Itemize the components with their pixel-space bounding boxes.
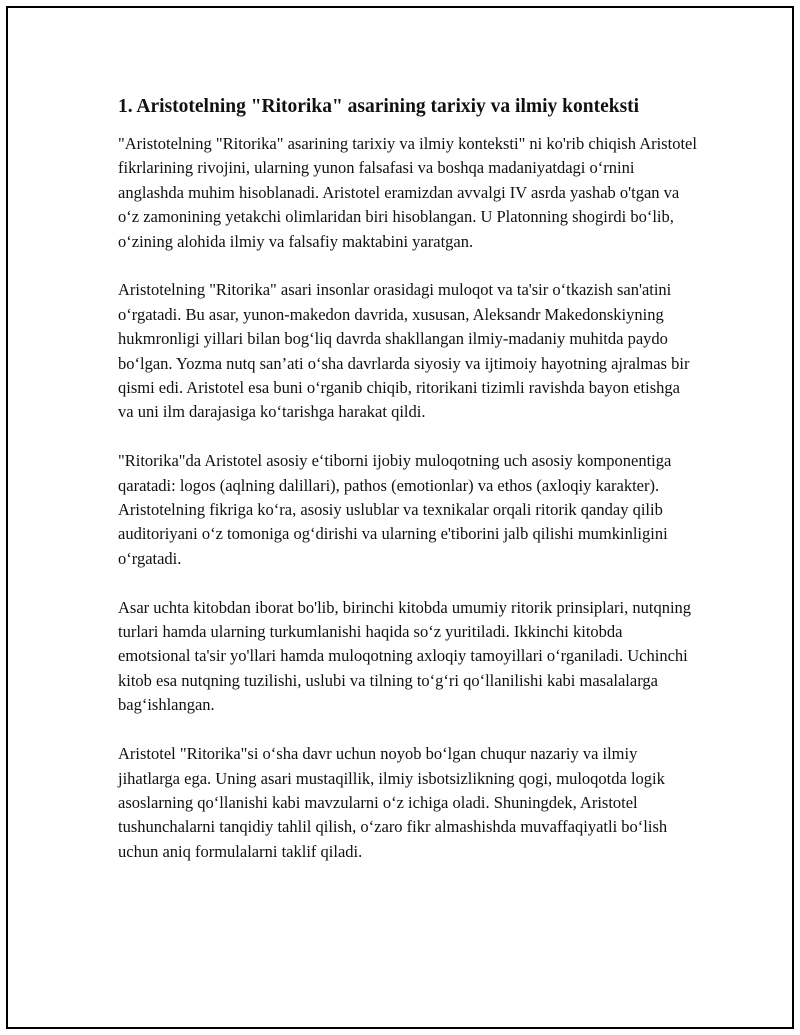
paragraph-5: Aristotel "Ritorika"si o‘sha davr uchun noyob bo‘lgan chuqur nazariy va ilmiy jihatlarga ega. Uning asari mustaqillik, ilmiy isbotsizlikning qogi, muloqotda logik asoslarning qo‘llanishi kabi mavzularni o‘z ichiga oladi. Shuningdek, Aristotel tushunchalarni tanqidiy tahlil qilish, o‘zaro fikr almashishda muvaffaqiyatli bo‘lish uchun aniq formulalarni taklif qiladi.: [118, 744, 668, 861]
paragraph-2: Aristotelning "Ritorika" asari insonlar orasidagi muloqot va ta'sir o‘tkazish san'atini o‘rgatadi. Bu asar, yunon-makedon davrida, xususan, Aleksandr Makedonskiyning hukmronligi yillari bilan bog‘liq davrda shakllangan ilmiy-madaniy muhitda paydo bo‘lgan. Yozma nutq san’ati o‘sha davrlarda siyosiy va ijtimoiy hayotning ajralmas bir qismi edi. Aristotel esa buni o‘rganib chiqib, ritorikani tizimli ravishda bayon etishga va uni ilm darajasiga ko‘tarishga harakat qildi.: [118, 280, 690, 422]
paragraph-1: "Aristotelning "Ritorika" asarining tarixiy va ilmiy konteksti" ni ko'rib chiqish Aristotel fikrlarining rivojini, ularning yunon falsafasi va boshqa madaniyatdagi o‘rnini anglashda muhim hisoblanadi. Aristotel eramizdan avvalgi IV asrda yashab o'tgan va o‘z zamonining yetakchi olimlaridan biri hisoblangan. U Platonning shogirdi bo‘lib, o‘zining alohida ilmiy va falsafiy maktabini yaratgan.: [118, 134, 697, 251]
section-heading: 1. Aristotelning "Ritorika" asarining tarixiy va ilmiy konteksti: [118, 96, 640, 117]
document-body: [118, 94, 698, 889]
paragraph-3: "Ritorika"da Aristotel asosiy e‘tiborni ijobiy muloqotning uch asosiy komponentiga qaratadi: logos (aqlning dalillari), pathos (emotionlar) va ethos (axloqiy karakter). Aristotelning fikriga ko‘ra, asosiy uslublar va texnikalar orqali ritorik qanday qilib auditoriyani o‘z tomoniga og‘dirishi va ularning e'tiborini jalb qilishi mumkinligini o‘rgatadi.: [118, 451, 672, 568]
paragraph-4: Asar uchta kitobdan iborat bo'lib, birinchi kitobda umumiy ritorik prinsiplari, nutqning turlari hamda ularning turkumlanishi haqida so‘z yuritiladi. Ikkinchi kitobda emotsional ta'sir yo'llari hamda muloqotning axloqiy tamoyillari o‘rganiladi. Uchinchi kitob esa nutqning tuzilishi, uslubi va tilning to‘g‘ri qo‘llanilishi kabi masalalarga bag‘ishlangan.: [118, 597, 692, 715]
